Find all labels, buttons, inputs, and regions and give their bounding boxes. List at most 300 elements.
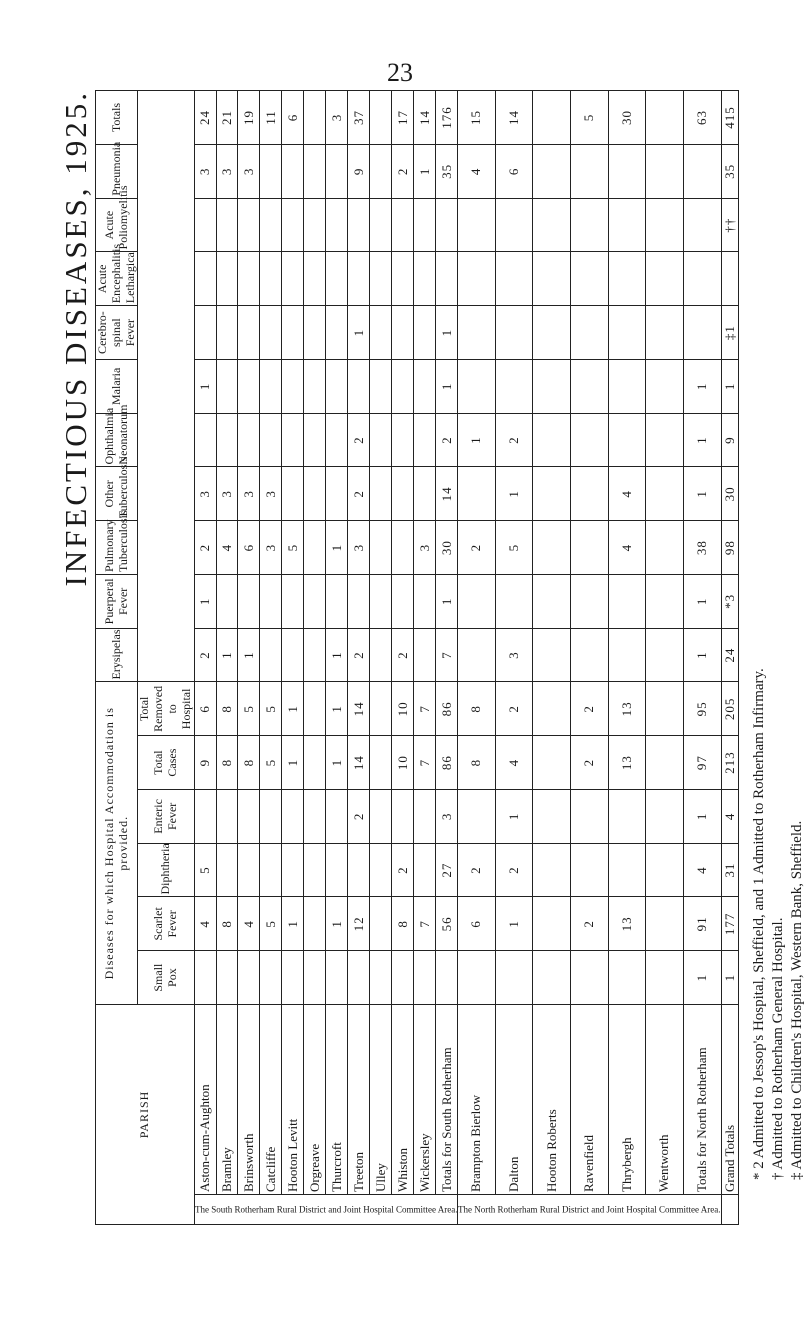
table-cell	[414, 359, 436, 413]
table-cell	[495, 359, 533, 413]
table-cell: 176	[436, 91, 458, 145]
table-cell	[370, 574, 392, 628]
table-cell: 3	[238, 467, 260, 521]
table-cell: 1	[282, 897, 304, 951]
table-cell: 2	[570, 736, 608, 790]
col-header: Other Tuberculosis	[96, 467, 138, 521]
table-cell	[414, 789, 436, 843]
table-cell	[721, 252, 738, 306]
table-row	[348, 91, 370, 1225]
table-cell: 415	[721, 91, 738, 145]
table-cell	[304, 413, 326, 467]
table-row	[392, 91, 414, 1225]
table-cell	[216, 413, 238, 467]
table-cell	[414, 467, 436, 521]
table-cell	[608, 843, 646, 897]
table-cell: 7	[414, 736, 436, 790]
table-cell: 3	[260, 521, 282, 575]
table-cell: 19	[238, 91, 260, 145]
col-header: Total Cases	[138, 736, 194, 790]
table-cell	[282, 628, 304, 682]
col-header: Small Pox	[138, 951, 194, 1005]
table-cell: 2	[495, 413, 533, 467]
table-cell	[370, 306, 392, 360]
table-cell: 9	[348, 144, 370, 198]
col-header: Cerebro-spinal Fever	[96, 306, 138, 360]
table-cell	[436, 951, 458, 1005]
table-cell	[304, 736, 326, 790]
table-cell	[260, 306, 282, 360]
table-cell	[533, 144, 571, 198]
table-cell	[326, 951, 348, 1005]
table-cell	[392, 521, 414, 575]
table-cell	[304, 144, 326, 198]
table-cell	[370, 951, 392, 1005]
table-cell: 5	[238, 682, 260, 736]
table-cell	[392, 951, 414, 1005]
table-cell: 8	[238, 736, 260, 790]
table-cell	[608, 951, 646, 1005]
table-cell	[608, 252, 646, 306]
parish-name: Thurcroft	[326, 1004, 348, 1194]
table-cell	[646, 951, 684, 1005]
table-cell	[570, 144, 608, 198]
table-cell: 4	[721, 789, 738, 843]
table-cell	[370, 252, 392, 306]
table-cell: 8	[216, 897, 238, 951]
table-cell: 13	[608, 736, 646, 790]
disease-table	[95, 90, 739, 1225]
table-cell	[414, 252, 436, 306]
table-cell	[282, 789, 304, 843]
table-cell: 1	[683, 628, 721, 682]
table-cell	[370, 413, 392, 467]
table-cell	[646, 306, 684, 360]
table-cell: 5	[282, 521, 304, 575]
table-cell	[570, 306, 608, 360]
table-cell: 63	[683, 91, 721, 145]
table-cell	[646, 413, 684, 467]
table-cell	[326, 467, 348, 521]
parish-name: Totals for North Rotherham	[683, 1004, 721, 1194]
table-cell: 9	[721, 413, 738, 467]
table-cell	[495, 574, 533, 628]
table-cell: 4	[194, 897, 216, 951]
table-cell	[570, 574, 608, 628]
table-cell: 97	[683, 736, 721, 790]
table-cell: 24	[194, 91, 216, 145]
table-cell: 6	[495, 144, 533, 198]
table-cell: 2	[194, 628, 216, 682]
hospital-group-header: Diseases for which Hospital Accommodation is provided.	[96, 682, 138, 1005]
table-cell	[216, 843, 238, 897]
table-cell: 1	[495, 897, 533, 951]
table-cell: 2	[348, 628, 370, 682]
table-cell	[436, 252, 458, 306]
col-header: Erysipelas	[96, 628, 138, 682]
table-cell	[458, 306, 496, 360]
table-row	[194, 91, 216, 1225]
table-cell	[282, 574, 304, 628]
table-cell	[646, 252, 684, 306]
table-cell: 1	[282, 682, 304, 736]
col-header: Puerperal Fever	[96, 574, 138, 628]
table-cell	[570, 413, 608, 467]
table-cell	[370, 467, 392, 521]
col-header: Acute Encephalitis Lethargica	[96, 252, 138, 306]
table-row	[721, 91, 738, 1225]
table-cell: 213	[721, 736, 738, 790]
table-cell	[282, 413, 304, 467]
table-cell	[570, 789, 608, 843]
table-cell: ‡1	[721, 306, 738, 360]
table-cell: 1	[495, 467, 533, 521]
table-cell: 2	[570, 682, 608, 736]
table-cell	[533, 91, 571, 145]
table-cell: 3	[194, 144, 216, 198]
table-cell: 4	[683, 843, 721, 897]
table-cell: 2	[392, 843, 414, 897]
col-header: Totals	[96, 91, 138, 145]
table-cell	[570, 843, 608, 897]
parish-name: Hooton Levitt	[282, 1004, 304, 1194]
table-cell: 3	[326, 91, 348, 145]
table-cell	[370, 897, 392, 951]
footnote: † Admitted to Rotherham General Hospital.	[770, 917, 786, 1180]
table-row	[414, 91, 436, 1225]
table-cell	[495, 252, 533, 306]
table-cell	[570, 467, 608, 521]
table-cell	[370, 521, 392, 575]
table-cell: 2	[392, 144, 414, 198]
table-cell: 21	[216, 91, 238, 145]
table-row	[646, 91, 684, 1225]
table-cell	[348, 252, 370, 306]
table-cell: 4	[608, 467, 646, 521]
table-cell	[216, 574, 238, 628]
running-title-right: DISEASES, 1925.	[58, 90, 93, 365]
table-cell: 2	[436, 413, 458, 467]
table-cell: 10	[392, 736, 414, 790]
table-cell	[392, 574, 414, 628]
table-cell	[533, 736, 571, 790]
table-cell	[238, 951, 260, 1005]
table-cell	[414, 413, 436, 467]
table-cell	[326, 306, 348, 360]
table-cell: 1	[238, 628, 260, 682]
table-cell	[683, 306, 721, 360]
table-cell	[533, 897, 571, 951]
table-cell: 3	[414, 521, 436, 575]
col-header: Scarlet Fever	[138, 897, 194, 951]
table-cell	[458, 252, 496, 306]
table-cell	[683, 198, 721, 252]
table-cell	[370, 789, 392, 843]
table-cell: 37	[348, 91, 370, 145]
table-cell	[260, 144, 282, 198]
table-cell: 1	[721, 951, 738, 1005]
table-cell	[414, 306, 436, 360]
table-cell	[646, 843, 684, 897]
table-cell	[392, 413, 414, 467]
table-cell: 35	[436, 144, 458, 198]
table-cell	[533, 198, 571, 252]
table-cell	[326, 843, 348, 897]
table-cell: *3	[721, 574, 738, 628]
table-cell: 14	[348, 736, 370, 790]
table-cell	[216, 359, 238, 413]
table-cell: 1	[436, 574, 458, 628]
table-cell	[570, 521, 608, 575]
table-cell	[238, 306, 260, 360]
table-cell: 3	[238, 144, 260, 198]
table-cell	[495, 951, 533, 1005]
table-cell	[414, 951, 436, 1005]
table-cell	[608, 789, 646, 843]
table-cell: 5	[260, 736, 282, 790]
col-header: Diphtheria	[138, 843, 194, 897]
table-cell	[216, 306, 238, 360]
table-cell	[260, 789, 282, 843]
table-row	[238, 91, 260, 1225]
table-cell	[570, 359, 608, 413]
table-cell	[570, 198, 608, 252]
table-cell	[646, 198, 684, 252]
table-cell: 1	[683, 951, 721, 1005]
table-cell	[194, 951, 216, 1005]
table-cell	[533, 628, 571, 682]
table-cell	[608, 628, 646, 682]
table-cell: 5	[260, 897, 282, 951]
table-cell	[646, 359, 684, 413]
table-cell: 7	[436, 628, 458, 682]
table-cell: 2	[348, 467, 370, 521]
table-cell	[304, 628, 326, 682]
table-cell	[348, 843, 370, 897]
table-cell	[348, 359, 370, 413]
table-cell	[370, 359, 392, 413]
col-header: Malaria	[96, 359, 138, 413]
table-cell: 1	[326, 682, 348, 736]
col-header: Pneumonia	[96, 144, 138, 198]
col-header: Ophthalmia Neonatorum	[96, 413, 138, 467]
table-cell	[282, 252, 304, 306]
table-row	[608, 91, 646, 1225]
table-cell: 30	[721, 467, 738, 521]
table-cell: 5	[495, 521, 533, 575]
table-cell	[458, 789, 496, 843]
table-cell: 1	[683, 413, 721, 467]
table-cell: 205	[721, 682, 738, 736]
table-cell: 177	[721, 897, 738, 951]
table-cell: 13	[608, 682, 646, 736]
table-cell	[458, 467, 496, 521]
table-cell	[392, 359, 414, 413]
table-cell: 8	[458, 682, 496, 736]
table-cell	[608, 144, 646, 198]
table-cell: 38	[683, 521, 721, 575]
table-cell: 8	[216, 736, 238, 790]
table-cell	[458, 359, 496, 413]
table-cell	[348, 198, 370, 252]
table-cell: 1	[326, 521, 348, 575]
table-cell	[304, 951, 326, 1005]
table-cell	[570, 951, 608, 1005]
table-row	[326, 91, 348, 1225]
table-cell	[304, 682, 326, 736]
group-area-label: The South Rotherham Rural District and Joint Hospital Committee Area.	[194, 1195, 457, 1225]
table-cell: 1	[216, 628, 238, 682]
table-cell: 11	[260, 91, 282, 145]
table-cell: 4	[216, 521, 238, 575]
table-row	[260, 91, 282, 1225]
table-cell	[533, 413, 571, 467]
table-cell	[608, 359, 646, 413]
table-cell: 56	[436, 897, 458, 951]
table-cell	[608, 413, 646, 467]
table-cell	[533, 252, 571, 306]
table-cell: 1	[495, 789, 533, 843]
table-cell	[326, 574, 348, 628]
table-cell: 1	[721, 359, 738, 413]
table-cell	[238, 789, 260, 843]
table-cell	[304, 843, 326, 897]
table-row	[216, 91, 238, 1225]
table-cell	[370, 843, 392, 897]
table-cell	[238, 574, 260, 628]
table-cell	[533, 574, 571, 628]
table-cell: 14	[436, 467, 458, 521]
table-cell: 1	[436, 306, 458, 360]
table-cell: 6	[282, 91, 304, 145]
table-row	[304, 91, 326, 1225]
table-cell	[646, 574, 684, 628]
table-cell	[194, 252, 216, 306]
table-cell: 12	[348, 897, 370, 951]
table-cell	[282, 359, 304, 413]
table-cell	[238, 198, 260, 252]
table-cell	[495, 198, 533, 252]
table-cell	[392, 306, 414, 360]
table-cell: 4	[495, 736, 533, 790]
table-cell	[533, 951, 571, 1005]
parish-name: Treeton	[348, 1004, 370, 1194]
table-cell	[570, 252, 608, 306]
table-cell: 1	[326, 897, 348, 951]
table-cell	[260, 628, 282, 682]
table-cell	[282, 144, 304, 198]
table-cell	[260, 413, 282, 467]
parish-name: Brampton Bierlow	[458, 1004, 496, 1194]
table-cell	[260, 951, 282, 1005]
table-cell	[436, 198, 458, 252]
table-cell	[348, 574, 370, 628]
parish-name: Wentworth	[646, 1004, 684, 1194]
table-cell	[458, 198, 496, 252]
table-cell	[646, 467, 684, 521]
table-cell	[414, 628, 436, 682]
table-cell	[370, 736, 392, 790]
table-cell	[392, 789, 414, 843]
table-cell: 2	[495, 843, 533, 897]
table-cell: 1	[194, 359, 216, 413]
table-header-row	[96, 91, 138, 1225]
table-cell: 98	[721, 521, 738, 575]
table-cell: 6	[194, 682, 216, 736]
table-cell: 30	[436, 521, 458, 575]
table-cell	[392, 198, 414, 252]
table-cell: 95	[683, 682, 721, 736]
table-cell	[304, 198, 326, 252]
table-cell	[370, 628, 392, 682]
parish-name: Grand Totals	[721, 1004, 738, 1194]
disease-table-rotated	[95, 90, 737, 1225]
table-cell	[533, 843, 571, 897]
table-cell	[533, 682, 571, 736]
table-cell: 15	[458, 91, 496, 145]
table-cell: 1	[326, 736, 348, 790]
table-cell	[194, 789, 216, 843]
table-cell	[260, 198, 282, 252]
table-cell	[260, 574, 282, 628]
table-cell: 2	[348, 413, 370, 467]
footnote: ‡ Admitted to Children's Hospital, Western Bank, Sheffield.	[789, 820, 805, 1180]
table-cell: 1	[683, 789, 721, 843]
table-cell: 8	[392, 897, 414, 951]
table-cell: 27	[436, 843, 458, 897]
table-cell	[646, 682, 684, 736]
table-cell: 6	[458, 897, 496, 951]
parish-name: Totals for South Rotherham	[436, 1004, 458, 1194]
table-cell	[304, 789, 326, 843]
table-cell	[282, 306, 304, 360]
table-cell: 3	[348, 521, 370, 575]
table-cell	[608, 306, 646, 360]
table-cell	[533, 467, 571, 521]
table-cell	[348, 951, 370, 1005]
table-cell	[304, 252, 326, 306]
parish-name: Wickersley	[414, 1004, 436, 1194]
group-area-label: The North Rotherham Rural District and Joint Hospital Committee Area.	[458, 1195, 721, 1225]
table-cell: 8	[216, 682, 238, 736]
table-cell	[194, 198, 216, 252]
parish-name: Hooton Roberts	[533, 1004, 571, 1194]
table-cell	[304, 521, 326, 575]
table-cell: 5	[570, 91, 608, 145]
table-cell	[216, 252, 238, 306]
parish-name: Orgreave	[304, 1004, 326, 1194]
table-row	[683, 91, 721, 1225]
table-cell	[533, 359, 571, 413]
table-cell	[646, 897, 684, 951]
table-cell	[260, 843, 282, 897]
table-cell	[238, 252, 260, 306]
table-cell	[370, 144, 392, 198]
table-body	[194, 91, 738, 1225]
table-cell	[458, 574, 496, 628]
table-cell: 14	[414, 91, 436, 145]
parish-name: Ulley	[370, 1004, 392, 1194]
table-cell: 2	[348, 789, 370, 843]
table-cell	[414, 843, 436, 897]
table-cell: 4	[238, 897, 260, 951]
table-cell	[216, 198, 238, 252]
table-cell: 7	[414, 897, 436, 951]
table-cell	[304, 467, 326, 521]
table-row	[370, 91, 392, 1225]
table-cell: 86	[436, 736, 458, 790]
table-cell	[646, 144, 684, 198]
